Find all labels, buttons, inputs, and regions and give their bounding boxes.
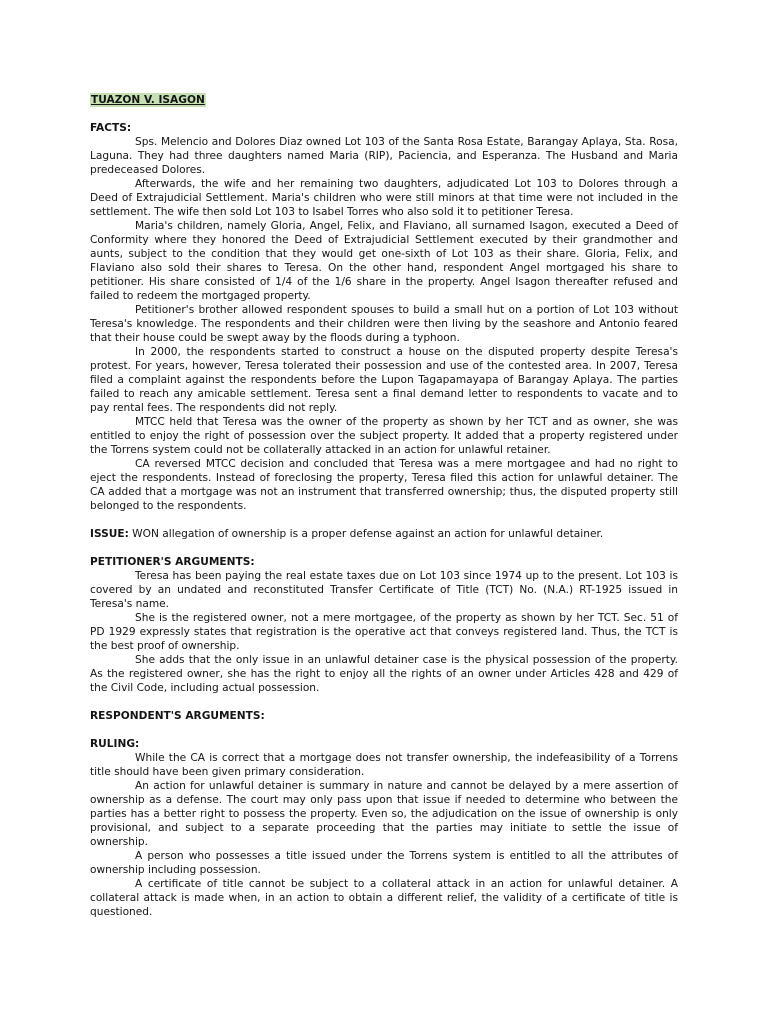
facts-paragraph: MTCC held that Teresa was the owner of the property as shown by her TCT and as owner, she was entitled to enjoy the right of possession over the subject property. It added that a property registered under the Torrens system could not be collaterally attacked in an action for unlawful retainer. <box>90 416 678 456</box>
issue-text: WON allegation of ownership is a proper defense against an action for unlawful detainer. <box>128 528 604 540</box>
issue-statement <box>90 527 678 541</box>
facts-paragraph: Maria's children, namely Gloria, Angel, Felix, and Flaviano, all surnamed Isagon, executed a Deed of Conformity where they honored the Deed of Extrajudicial Settlement executed by their grandmother and aunts, subject to the condition that they would get one-sixth of Lot 103 as their share. Gloria, Felix, and Flaviano also sold their shares to Teresa. On the other hand, respondent Angel mortgaged his share to petitioner. His share consisted of 1/4 of the 1/6 share in the property. Angel Isagon thereafter refused and failed to redeem the mortgaged property. <box>90 220 678 302</box>
facts-paragraph: Petitioner's brother allowed respondent spouses to build a small hut on a portion of Lot 103 without Teresa's knowledge. The respondents and their children were then living by the seashore and Antonio feared that their house could be swept away by the floods during a typhoon. <box>90 304 678 344</box>
ruling-heading: RULING: <box>90 738 140 750</box>
petitioner-paragraph: Teresa has been paying the real estate taxes due on Lot 103 since 1974 up to the present. Lot 103 is covered by an undated and reconstituted Transfer Certificate of Title (TCT) No. (N.A.) RT-1925 issued in Teresa's name. <box>90 570 678 610</box>
ruling-paragraph: While the CA is correct that a mortgage does not transfer ownership, the indefeasibility of a Torrens title should have been given primary consideration. <box>90 752 678 778</box>
case-title: TUAZON V. ISAGON <box>91 94 205 106</box>
facts-paragraph: Sps. Melencio and Dolores Diaz owned Lot 103 of the Santa Rosa Estate, Barangay Aplaya, Sta. Rosa, Laguna. They had three daughters named Maria (RIP), Paciencia, and Esperanza. The Husband and Maria predeceased Dolores. <box>90 136 678 176</box>
facts-paragraph: In 2000, the respondents started to construct a house on the disputed property despite Teresa's protest. For years, however, Teresa tolerated their possession and use of the contested area. In 2007, Teresa filed a complaint against the respondents before the Lupon Tagapamayapa of Barangay Aplaya. The parties failed to reach any amicable settlement. Teresa sent a final demand letter to respondents to vacate and to pay rental fees. The respondents did not reply. <box>90 346 678 414</box>
facts-paragraph: Afterwards, the wife and her remaining two daughters, adjudicated Lot 103 to Dolores through a Deed of Extrajudicial Settlement. Maria's children who were still minors at that time were not included in the settlement. The wife then sold Lot 103 to Isabel Torres who also sold it to petitioner Teresa. <box>90 178 678 218</box>
petitioner-paragraph: She is the registered owner, not a mere mortgagee, of the property as shown by her TCT. Sec. 51 of PD 1929 expressly states that registration is the operative act that conveys registered land. Thus, the TCT is the best proof of ownership. <box>90 612 678 652</box>
petitioner-heading: PETITIONER'S ARGUMENTS: <box>90 556 255 568</box>
issue-label: ISSUE: <box>90 528 129 540</box>
document-body <box>90 93 678 919</box>
ruling-paragraph: A person who possesses a title issued under the Torrens system is entitled to all the attributes of ownership including possession. <box>90 850 678 876</box>
ruling-paragraph: An action for unlawful detainer is summary in nature and cannot be delayed by a mere assertion of ownership as a defense. The court may only pass upon that issue if needed to determine who between the parties has a better right to possess the property. Even so, the adjudication on the issue of ownership is only provisional, and subject to a separate proceeding that the parties may initiate to settle the issue of ownership. <box>90 780 678 848</box>
respondent-heading: RESPONDENT'S ARGUMENTS: <box>90 710 265 722</box>
section-spacer <box>90 723 678 737</box>
facts-paragraph: CA reversed MTCC decision and concluded that Teresa was a mere mortgagee and had no right to eject the respondents. Instead of foreclosing the property, Teresa filed this action for unlawful detainer. The CA added that a mortgage was not an instrument that transferred ownership; thus, the disputed property still belonged to the respondents. <box>90 458 678 512</box>
petitioner-paragraph: She adds that the only issue in an unlawful detainer case is the physical possession of the property. As the registered owner, she has the right to enjoy all the rights of an owner under Articles 428 and 429 of the Civil Code, including actual possession. <box>90 654 678 694</box>
section-spacer <box>90 695 678 709</box>
ruling-paragraph: A certificate of title cannot be subject to a collateral attack in an action for unlawful detainer. A collateral attack is made when, in an action to obtain a different relief, the validity of a certificate of title is questioned. <box>90 878 678 918</box>
facts-heading: FACTS: <box>90 122 132 134</box>
